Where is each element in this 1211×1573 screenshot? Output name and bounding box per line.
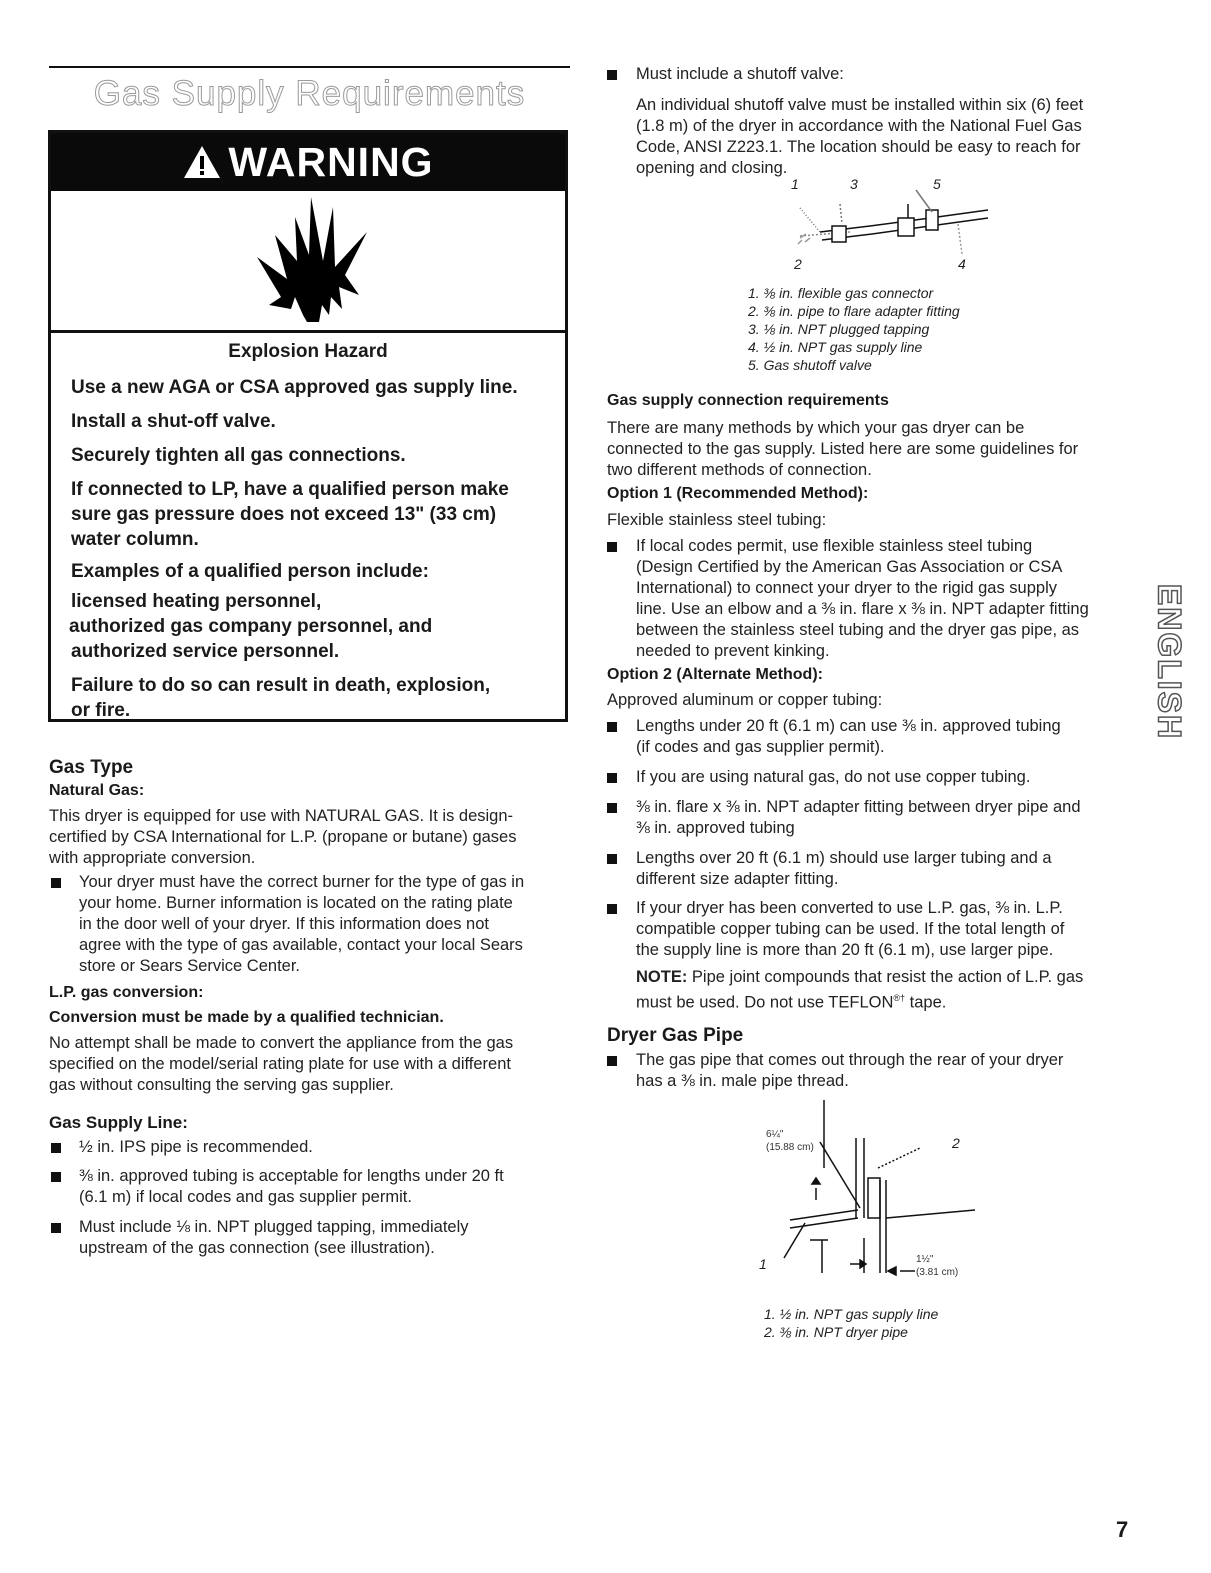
bullet [607, 1056, 617, 1066]
warning-line: water column. [71, 529, 199, 550]
bullet [607, 542, 617, 552]
bullet [607, 803, 617, 813]
warning-divider [51, 330, 565, 333]
page-title: Gas Supply Requirements [93, 74, 526, 113]
bullet [607, 722, 617, 732]
warning-line: or fire. [71, 700, 131, 721]
supply-line-bullet: ½ in. IPS pipe is recommended. [79, 1138, 313, 1156]
warning-banner [51, 133, 565, 191]
lp-conversion-subheading: Conversion must be made by a qualified technician. [49, 1009, 444, 1026]
warning-line: Securely tighten all gas connections. [71, 445, 406, 466]
dryer-pipe-bullet: The gas pipe that comes out through the rear of your dryer has a ⅜ in. male pipe thread. [636, 1051, 1064, 1090]
bullet [607, 773, 617, 783]
warning-line: If connected to LP, have a qualified person make [71, 479, 509, 500]
figure-callout: 4 [958, 256, 966, 272]
dryer-pipe-captions: 1. ½ in. NPT gas supply line 2. ⅜ in. NPT dryer pipe [764, 1306, 939, 1340]
explosion-icon [247, 197, 377, 322]
dryer-gas-pipe-heading: Dryer Gas Pipe [607, 1025, 744, 1046]
supply-line-bullet: ⅜ in. approved tubing is acceptable for lengths under 20 ft (6.1 m) if local codes and gas supplier permit. [79, 1167, 504, 1206]
figure-callout: 3 [850, 176, 858, 192]
option2-bullet: If you are using natural gas, do not use copper tubing. [636, 768, 1031, 786]
warning-triangle-icon [182, 144, 222, 180]
bullet [607, 70, 617, 80]
figure-callout: 1 [759, 1256, 767, 1272]
warning-line: licensed heating personnel, [71, 591, 322, 612]
option2-bullet: Lengths under 20 ft (6.1 m) can use ⅜ in. approved tubing (if codes and gas supplier permit). [636, 717, 1061, 756]
gas-supply-line-heading: Gas Supply Line: [49, 1113, 188, 1132]
warning-line: sure gas pressure does not exceed 13" (33 cm) [71, 504, 497, 525]
shutoff-figure-captions: 1. ⅜ in. flexible gas connector 2. ⅜ in. pipe to flare adapter fitting 3. ⅛ in. NPT plugged tapping 4. ½ in. NPT gas supply line 5. Gas shutoff valve [748, 285, 960, 373]
figure-callout: 1 [791, 176, 799, 192]
option1-bullet: If local codes permit, use flexible stainless steel tubing (Design Certified by the American Gas Association or CSA International) to connect your dryer to the rigid gas supply line. Use an elbow and a ⅜ in. flare x ⅜ in. NPT adapter fitting between the stainless steel tubing and the dryer gas pipe, as needed to prevent kinking. [636, 537, 1089, 660]
page-number: 7 [1116, 1517, 1129, 1542]
dimension-top: 6¼" (15.88 cm) [766, 1129, 814, 1153]
connection-heading: Gas supply connection requirements [607, 392, 889, 409]
option1-text: Flexible stainless steel tubing: [607, 511, 827, 529]
bullet [51, 1223, 61, 1233]
bullet [51, 878, 61, 888]
connection-intro: There are many methods by which your gas dryer can be connected to the gas supply. Listed here are some guidelines for two different methods of connection. [607, 419, 1079, 479]
option2-bullet: ⅜ in. flare x ⅜ in. NPT adapter fitting between dryer pipe and ⅜ in. approved tubing [636, 798, 1081, 837]
bullet [51, 1143, 61, 1153]
warning-line: authorized service personnel. [71, 641, 340, 662]
figure-callout: 5 [933, 176, 941, 192]
side-tab-label: ENGLISH [1152, 583, 1188, 741]
warning-label: WARNING [228, 138, 434, 185]
bullet [607, 854, 617, 864]
figure-callout: 2 [794, 256, 802, 272]
option2-text: Approved aluminum or copper tubing: [607, 691, 883, 709]
warning-line: Examples of a qualified person include: [71, 561, 429, 582]
note: NOTE: Pipe joint compounds that resist the action of L.P. gas must be used. Do not use TEFLON®† tape. [636, 968, 1084, 1012]
option2-heading: Option 2 (Alternate Method): [607, 666, 823, 683]
shutoff-valve-illustration [780, 174, 1000, 274]
warning-line: authorized gas company personnel, and [69, 616, 433, 637]
shutoff-text: An individual shutoff valve must be installed within six (6) feet (1.8 m) of the dryer in accordance with the National Fuel Gas Code, ANSI Z223.1. The location should be easy to reach for opening and closing. [636, 96, 1084, 177]
lp-conversion-text: No attempt shall be made to convert the appliance from the gas specified on the model/serial rating plate for use with a different gas without consulting the serving gas supplier. [49, 1034, 514, 1094]
header-rule [49, 66, 570, 68]
bullet [607, 904, 617, 914]
lp-conversion-heading: L.P. gas conversion: [49, 984, 204, 1001]
warning-box [48, 130, 568, 722]
warning-line: Install a shut-off valve. [71, 411, 276, 432]
burner-bullet-text: Your dryer must have the correct burner for the type of gas in your home. Burner information is located on the rating plate in the door well of your dryer. If this information does not agree with the type of gas available, contact your local Sears store or Sears Service Center. [79, 873, 525, 975]
figure-callout: 2 [952, 1135, 960, 1151]
hazard-title: Explosion Hazard [228, 341, 388, 362]
natural-gas-text: This dryer is equipped for use with NATURAL GAS. It is design- certified by CSA International for L.P. (propane or butane) gases with appropriate conversion. [49, 807, 517, 867]
option2-bullet: Lengths over 20 ft (6.1 m) should use larger tubing and a different size adapter fitting. [636, 849, 1052, 888]
bullet [51, 1172, 61, 1182]
note-label: NOTE: [636, 968, 688, 986]
natural-gas-heading: Natural Gas: [49, 782, 145, 799]
dimension-bottom: 1½" (3.81 cm) [916, 1254, 959, 1278]
warning-line: Failure to do so can result in death, explosion, [71, 675, 491, 696]
option1-heading: Option 1 (Recommended Method): [607, 485, 869, 502]
warning-line: Use a new AGA or CSA approved gas supply line. [71, 377, 518, 398]
gas-type-heading: Gas Type [49, 757, 134, 778]
language-side-tab [1151, 565, 1187, 760]
option2-bullet: If your dryer has been converted to use L.P. gas, ⅜ in. L.P. compatible copper tubing can be used. If the total length of the supply line is more than 20 ft (6.1 m), use larger pipe. [636, 899, 1065, 959]
supply-line-bullet: Must include ⅛ in. NPT plugged tapping, immediately upstream of the gas connection (see illustration). [79, 1218, 469, 1257]
shutoff-bullet: Must include a shutoff valve: [636, 65, 844, 83]
